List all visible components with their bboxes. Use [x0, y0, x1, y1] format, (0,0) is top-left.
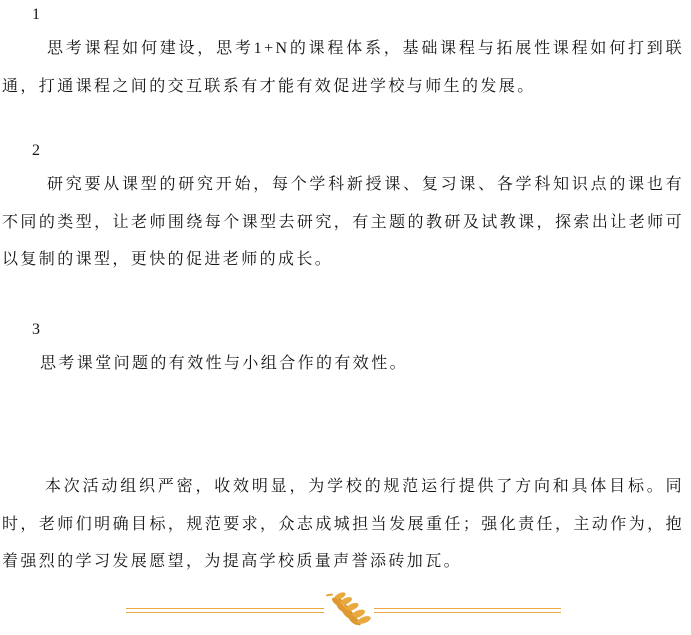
summary-paragraph: 本次活动组织严密，收效明显，为学校的规范运行提供了方向和具体目标。同时，老师们明确目标，规范要求，众志成城担当发展重任；强化责任，主动作为，抱着强烈的学习发展愿望，为提高学校质量声誉添砖加瓦。 [2, 478, 684, 570]
paragraph-1: 思考课程如何建设，思考1+N的课程体系，基础课程与拓展性课程如何打到联通，打通课程之间的交互联系有才能有效促进学校与师生的发展。 [2, 40, 684, 95]
section-number-2: 2 [32, 142, 40, 159]
section-number-3: 3 [32, 320, 40, 338]
paragraph-2: 研究要从课型的研究开始，每个学科新授课、复习课、各学科知识点的课也有不同的类型，让老师围绕每个课型去研究，有主题的教研及试教课，探索出让老师可以复制的课型，更快的促进老师的成长。 [2, 176, 684, 268]
section-number-1: 1 [32, 6, 40, 23]
divider-line-right [374, 608, 561, 613]
footer-divider [2, 591, 684, 631]
paragraph-3: 思考课堂问题的有效性与小组合作的有效性。 [40, 354, 409, 372]
wheat-branch-icon [326, 589, 372, 627]
divider-line-left [126, 608, 324, 613]
